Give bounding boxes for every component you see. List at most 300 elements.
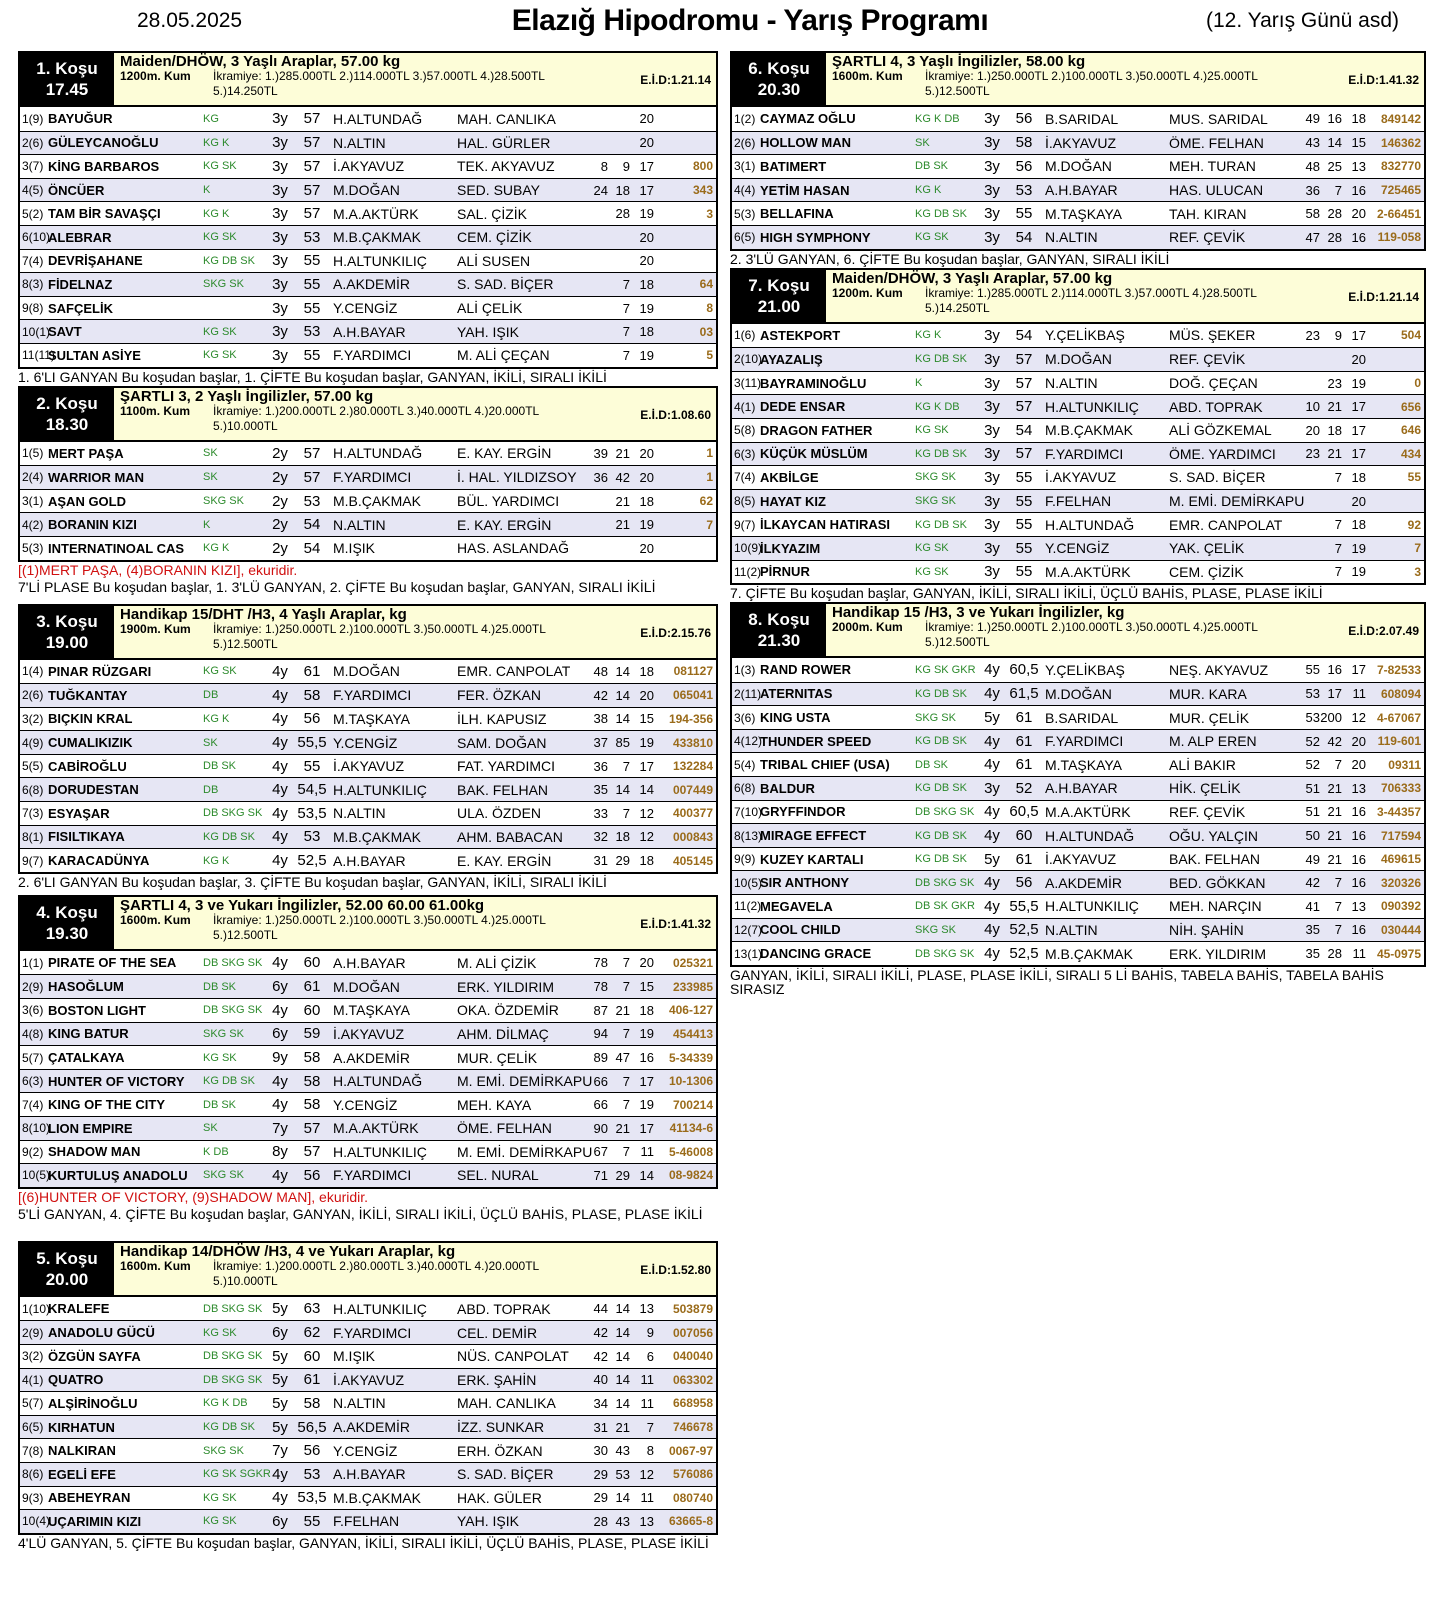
- horse-row[interactable]: [20, 1320, 716, 1344]
- horse-row[interactable]: [732, 870, 1424, 894]
- horse-row[interactable]: [732, 752, 1424, 776]
- race-number-box: [732, 604, 826, 656]
- trainer: ULA. ÖZDEN: [457, 805, 542, 822]
- start-number: 8(10): [22, 1121, 51, 1136]
- race-block-5: [18, 1241, 718, 1552]
- start-number: 8(3): [22, 277, 44, 292]
- horse-row[interactable]: [732, 918, 1424, 942]
- trainer: TEK. AKYAVUZ: [457, 158, 555, 175]
- age: 5y: [272, 1347, 288, 1365]
- form-3: 17: [639, 1073, 654, 1089]
- horse-row[interactable]: [20, 1116, 716, 1140]
- horse-row[interactable]: [20, 343, 716, 367]
- age: 5y: [272, 1394, 288, 1412]
- weight: 56,5: [297, 1418, 327, 1436]
- jockey: M.A.AKTÜRK: [1045, 803, 1131, 820]
- form-3: 18: [639, 276, 654, 292]
- jockey: Y.CENGİZ: [333, 734, 398, 751]
- horse-row[interactable]: [732, 225, 1424, 249]
- form-1: 52: [1305, 757, 1320, 773]
- jockey: M.TAŞKAYA: [1045, 205, 1123, 222]
- handicap-points: 090392: [1380, 899, 1421, 914]
- form-2: 7: [1334, 469, 1342, 485]
- handicap-points: 63665-8: [668, 1514, 713, 1529]
- handicap-points: 646: [1400, 423, 1421, 438]
- horse-row[interactable]: [20, 201, 716, 225]
- race-prize: [213, 622, 643, 652]
- start-number: 6(3): [22, 1074, 44, 1089]
- origin: KG SK: [203, 1051, 237, 1064]
- handicap-points: 55: [1407, 470, 1421, 485]
- horse-name: BIÇKIN KRAL: [48, 711, 133, 727]
- handicap-points: 119-601: [1377, 734, 1421, 749]
- jockey: İ.AKYAVUZ: [333, 758, 405, 775]
- origin: KG K DB: [203, 1397, 248, 1410]
- form-1: 33: [593, 805, 608, 821]
- origin: DB SK: [203, 1098, 237, 1111]
- jockey: H.ALTUNDAĞ: [1045, 827, 1135, 844]
- weight: 57: [1015, 374, 1033, 392]
- form-2: 14: [615, 1348, 630, 1364]
- form-2: 14: [615, 1395, 630, 1411]
- form-1: 38: [593, 711, 608, 727]
- race-number-box: [20, 897, 114, 949]
- horse-row[interactable]: [20, 801, 716, 825]
- race-info: [114, 1243, 716, 1295]
- horse-name: UÇARIMIN KIZI: [48, 1513, 142, 1529]
- age: 3y: [272, 299, 288, 317]
- horse-name: DEVRİŞAHANE: [48, 253, 143, 269]
- horse-name: BORANIN KIZI: [48, 517, 137, 533]
- horse-row[interactable]: [20, 442, 716, 466]
- horse-name: DRAGON FATHER: [760, 422, 873, 438]
- weight: 57: [303, 157, 321, 175]
- form-1: 36: [1305, 182, 1320, 198]
- horse-row[interactable]: [20, 1045, 716, 1069]
- trainer: MUR. ÇELİK: [1169, 709, 1250, 726]
- jockey: M.A.AKTÜRK: [333, 1120, 419, 1137]
- form-3: 19: [639, 735, 654, 751]
- weight: 61: [303, 978, 321, 996]
- race-block-1: [18, 51, 718, 386]
- horse-row[interactable]: [732, 442, 1424, 466]
- horse-row[interactable]: [20, 998, 716, 1022]
- form-2: 21: [1327, 804, 1342, 820]
- weight: 53,5: [297, 1489, 327, 1507]
- age: 2y: [272, 444, 288, 462]
- horse-row[interactable]: [20, 825, 716, 849]
- weight: 54: [303, 539, 321, 557]
- origin: DB SK GKR: [915, 900, 975, 913]
- horse-list: [732, 324, 1424, 584]
- form-2: 43: [615, 1513, 630, 1529]
- form-3: 19: [1351, 564, 1366, 580]
- form-3: 16: [1351, 922, 1366, 938]
- form-1: 36: [593, 758, 608, 774]
- horse-row[interactable]: [732, 465, 1424, 489]
- horse-row[interactable]: [20, 1140, 716, 1164]
- horse-row[interactable]: [732, 536, 1424, 560]
- horse-row[interactable]: [20, 1069, 716, 1093]
- horse-name: INTERNATINOAL CAS: [48, 540, 185, 556]
- trainer: SAL. ÇİZİK: [457, 205, 528, 222]
- handicap-points: 081127: [673, 664, 713, 679]
- age: 4y: [272, 1072, 288, 1090]
- start-number: 7(4): [734, 470, 756, 485]
- race-distance: 1600m. Kum: [120, 1258, 191, 1273]
- origin: KG DB SK: [915, 207, 967, 220]
- race-block-7: [730, 268, 1426, 603]
- horse-name: QUATRO: [48, 1372, 104, 1388]
- start-number: 2(4): [22, 470, 44, 485]
- weight: 60,5: [1009, 661, 1039, 679]
- horse-row[interactable]: [732, 658, 1424, 682]
- horse-row[interactable]: [20, 131, 716, 155]
- jockey: A.H.BAYAR: [1045, 182, 1118, 199]
- form-1: 43: [1305, 135, 1320, 151]
- trainer: HİK. ÇELİK: [1169, 780, 1241, 797]
- origin: KG SK GKR: [915, 663, 976, 676]
- weight: 56: [303, 1166, 321, 1184]
- start-number: 9(7): [734, 517, 756, 532]
- form-1: 42: [1305, 875, 1320, 891]
- trainer: HAK. GÜLER: [457, 1489, 542, 1506]
- horse-row[interactable]: [732, 847, 1424, 871]
- horse-row[interactable]: [20, 777, 716, 801]
- form-3: 17: [639, 758, 654, 774]
- horse-row[interactable]: [732, 418, 1424, 442]
- horse-row[interactable]: [20, 1092, 716, 1116]
- start-number: 4(5): [22, 183, 44, 198]
- weight: 53: [303, 1465, 321, 1483]
- horse-name: AŞAN GOLD: [48, 493, 126, 509]
- horse-name: İLKAYCAN HATIRASI: [760, 517, 891, 533]
- horse-row[interactable]: [20, 178, 716, 202]
- horse-name: ASTEKPORT: [760, 327, 841, 343]
- horse-row[interactable]: [20, 754, 716, 778]
- handicap-points: 030444: [1380, 922, 1421, 937]
- start-number: 9(8): [22, 301, 44, 316]
- jockey: M.TAŞKAYA: [333, 1002, 411, 1019]
- race-time: 18.30: [45, 414, 89, 434]
- horse-row[interactable]: [732, 394, 1424, 418]
- trainer: BÜL. YARDIMCI: [457, 493, 560, 510]
- horse-row[interactable]: [20, 465, 716, 489]
- age: 9y: [272, 1049, 288, 1067]
- race-day-label: (12. Yarış Günü asd): [1206, 9, 1399, 32]
- trainer: ERH. ÖZKAN: [457, 1442, 543, 1459]
- form-1: 24: [593, 182, 608, 198]
- horse-row[interactable]: [20, 951, 716, 975]
- horse-list: [732, 107, 1424, 249]
- prize-line-1: İkramiye: 1.)250.000TL 2.)100.000TL 3.)50.000TL 4.)25.000TL: [213, 912, 546, 927]
- jockey: F.YARDIMCI: [333, 347, 412, 364]
- trainer: CEL. DEMİR: [457, 1324, 538, 1341]
- weight: 61,5: [1009, 685, 1039, 703]
- form-3: 16: [639, 1050, 654, 1066]
- weight: 56: [303, 710, 321, 728]
- horse-row[interactable]: [20, 730, 716, 754]
- start-number: 9(3): [22, 1490, 44, 1505]
- handicap-points: 3: [706, 206, 713, 221]
- race-table: [730, 602, 1426, 967]
- horse-name: KÜÇÜK MÜSLÜM: [760, 446, 868, 462]
- ekuri-note: [(1)MERT PAŞA, (4)BORANIN KIZI], ekuridir.: [18, 561, 298, 578]
- form-2: 14: [615, 1325, 630, 1341]
- form-2: 28: [1327, 206, 1342, 222]
- start-number: 6(8): [22, 782, 44, 797]
- age: 3y: [984, 563, 1000, 581]
- horse-row[interactable]: [20, 1022, 716, 1046]
- horse-row[interactable]: [20, 1415, 716, 1439]
- form-2: 7: [622, 955, 630, 971]
- form-3: 20: [639, 445, 654, 461]
- race-distance: 1600m. Kum: [120, 912, 191, 927]
- prize-line-2: 5.)12.500TL: [925, 84, 990, 98]
- race-info: [826, 270, 1424, 322]
- weight: 60: [303, 1347, 321, 1365]
- horse-row[interactable]: [20, 536, 716, 560]
- trainer: MEH. NARÇIN: [1169, 898, 1262, 915]
- start-number: 3(2): [22, 1349, 44, 1364]
- form-1: 28: [593, 1513, 608, 1529]
- start-number: 1(4): [22, 664, 44, 679]
- weight: 53: [303, 492, 321, 510]
- start-number: 4(2): [22, 517, 44, 532]
- horse-name: HASOĞLUM: [48, 979, 124, 995]
- form-3: 12: [639, 805, 654, 821]
- race-number-box: [20, 606, 114, 658]
- horse-row[interactable]: [20, 1368, 716, 1392]
- form-3: 11: [640, 1490, 654, 1506]
- jockey: M.DOĞAN: [333, 663, 400, 680]
- horse-name: ABEHEYRAN: [48, 1490, 131, 1506]
- horse-name: KURTULUŞ ANADOLU: [48, 1167, 188, 1183]
- horse-row[interactable]: [20, 319, 716, 343]
- horse-row[interactable]: [20, 1462, 716, 1486]
- form-1: 36: [593, 469, 608, 485]
- start-number: 1(1): [22, 955, 44, 970]
- form-1: 30: [593, 1443, 608, 1459]
- jockey: M.A.AKTÜRK: [1045, 563, 1131, 580]
- weight: 61: [1015, 756, 1033, 774]
- age: 6y: [272, 1025, 288, 1043]
- race-time: 21.00: [757, 296, 801, 316]
- horse-row[interactable]: [732, 154, 1424, 178]
- age: 4y: [272, 1465, 288, 1483]
- handicap-points: 063302: [672, 1372, 713, 1387]
- form-3: 17: [1351, 662, 1366, 678]
- horse-row[interactable]: [732, 894, 1424, 918]
- form-3: 18: [639, 853, 654, 869]
- horse-row[interactable]: [732, 729, 1424, 753]
- horse-row[interactable]: [20, 1438, 716, 1462]
- form-1: 87: [593, 1002, 608, 1018]
- form-2: 17: [1327, 686, 1342, 702]
- horse-row[interactable]: [20, 1486, 716, 1510]
- trainer: REF. ÇEVİK: [1169, 351, 1246, 368]
- weight: 52,5: [1009, 921, 1039, 939]
- horse-list: [20, 951, 716, 1187]
- horse-row[interactable]: [20, 1509, 716, 1533]
- weight: 57: [303, 110, 321, 128]
- jockey: N.ALTIN: [1045, 375, 1098, 392]
- form-3: 13: [1351, 158, 1366, 174]
- form-3: 20: [639, 253, 654, 269]
- horse-row[interactable]: [732, 705, 1424, 729]
- horse-row[interactable]: [20, 1297, 716, 1321]
- weight: 61: [1015, 709, 1033, 727]
- race-number-box: [732, 53, 826, 105]
- horse-row[interactable]: [732, 941, 1424, 965]
- origin: DB SKG SK: [203, 1373, 263, 1386]
- start-number: 13(1): [734, 946, 763, 961]
- horse-row[interactable]: [732, 489, 1424, 513]
- race-distance: 1100m. Kum: [120, 403, 191, 418]
- start-number: 3(6): [734, 710, 756, 725]
- weight: 55: [1015, 516, 1033, 534]
- trainer: AHM. DİLMAÇ: [457, 1025, 549, 1042]
- horse-row[interactable]: [20, 848, 716, 872]
- horse-name: İLKYAZIM: [760, 540, 821, 556]
- horse-name: BAYRAMINOĞLU: [760, 375, 867, 391]
- horse-row[interactable]: [732, 560, 1424, 584]
- horse-name: DEDE ENSAR: [760, 399, 846, 415]
- start-number: 4(12): [734, 734, 763, 749]
- horse-name: GRYFFINDOR: [760, 804, 846, 820]
- horse-row[interactable]: [20, 974, 716, 998]
- prize-line-1: İkramiye: 1.)285.000TL 2.)114.000TL 3.)57.000TL 4.)28.500TL: [925, 285, 1257, 300]
- horse-row[interactable]: [732, 371, 1424, 395]
- horse-name: HIGH SYMPHONY: [760, 229, 871, 245]
- weight: 55: [303, 757, 321, 775]
- horse-row[interactable]: [20, 1344, 716, 1368]
- horse-row[interactable]: [732, 512, 1424, 536]
- horse-name: HOLLOW MAN: [760, 135, 851, 151]
- horse-name: AKBİLGE: [760, 469, 819, 485]
- jockey: A.H.BAYAR: [1045, 780, 1118, 797]
- age: 5y: [984, 709, 1000, 727]
- jockey: F.FELHAN: [1045, 493, 1112, 510]
- origin: SK: [203, 447, 218, 460]
- horse-row[interactable]: [20, 1391, 716, 1415]
- horse-row[interactable]: [20, 272, 716, 296]
- trainer: SED. SUBAY: [457, 182, 540, 199]
- form-3: 20: [639, 229, 654, 245]
- form-3: 16: [1351, 804, 1366, 820]
- race-time: 20.00: [45, 1269, 89, 1289]
- horse-name: SULTAN ASİYE: [48, 347, 141, 363]
- trainer: DOĞ. ÇEÇAN: [1169, 375, 1258, 392]
- origin: KG K: [203, 136, 230, 149]
- horse-row[interactable]: [20, 683, 716, 707]
- race-info: [114, 606, 716, 658]
- jockey: Y.CENGİZ: [333, 1096, 398, 1113]
- origin: SKG SK: [915, 923, 956, 936]
- horse-row[interactable]: [732, 324, 1424, 348]
- form-3: 20: [1351, 351, 1366, 367]
- jockey: N.ALTIN: [1045, 229, 1098, 246]
- start-number: 11(2): [734, 899, 762, 914]
- weight: 55: [1015, 563, 1033, 581]
- form-3: 14: [639, 1167, 654, 1183]
- horse-name: KING OF THE CITY: [48, 1097, 165, 1113]
- horse-row[interactable]: [20, 707, 716, 731]
- horse-row[interactable]: [732, 682, 1424, 706]
- trainer: M. EMİ. DEMİRKAPU: [457, 1073, 593, 1090]
- form-2: 16: [1327, 662, 1342, 678]
- horse-row[interactable]: [20, 249, 716, 273]
- form-3: 11: [1352, 946, 1366, 962]
- horse-row[interactable]: [20, 154, 716, 178]
- origin: KG SK: [203, 349, 237, 362]
- form-2: 85: [615, 735, 630, 751]
- form-1: 23: [1305, 446, 1320, 462]
- horse-row[interactable]: [20, 512, 716, 536]
- horse-row[interactable]: [732, 347, 1424, 371]
- trainer: YAH. IŞIK: [457, 323, 519, 340]
- trainer: MUR. KARA: [1169, 685, 1247, 702]
- form-2: 7: [1334, 517, 1342, 533]
- form-1: 42: [593, 1325, 608, 1341]
- age: 4y: [984, 827, 1000, 845]
- form-1: 49: [1305, 851, 1320, 867]
- horse-name: AYAZALIŞ: [760, 351, 823, 367]
- form-2: 9: [622, 158, 630, 174]
- horse-row[interactable]: [732, 131, 1424, 155]
- weight: 55: [303, 299, 321, 317]
- horse-row[interactable]: [732, 776, 1424, 800]
- age: 3y: [984, 779, 1000, 797]
- race-title: ŞARTLI 3, 2 Yaşlı İngilizler, 57.00 kg: [120, 387, 374, 405]
- weight: 61: [303, 1371, 321, 1389]
- horse-name: CUMALIKIZIK: [48, 735, 133, 751]
- horse-row[interactable]: [732, 201, 1424, 225]
- horse-row[interactable]: [732, 107, 1424, 131]
- jockey: F.YARDIMCI: [333, 1324, 412, 1341]
- weight: 52,5: [1009, 945, 1039, 963]
- race-title: Maiden/DHÖW, 3 Yaşlı Araplar, 57.00 kg: [120, 53, 401, 70]
- horse-row[interactable]: [20, 489, 716, 513]
- horse-row[interactable]: [20, 225, 716, 249]
- form-1: 44: [593, 1301, 608, 1317]
- start-number: 2(9): [22, 979, 44, 994]
- horse-row[interactable]: [20, 296, 716, 320]
- form-3: 20: [639, 111, 654, 127]
- horse-row[interactable]: [20, 660, 716, 684]
- jockey: N.ALTIN: [333, 516, 386, 533]
- age: 3y: [272, 275, 288, 293]
- horse-row[interactable]: [732, 823, 1424, 847]
- jockey: B.SARIDAL: [1045, 709, 1119, 726]
- form-2: 7: [1334, 564, 1342, 580]
- trainer: MAH. CANLIKA: [457, 1395, 556, 1412]
- horse-row[interactable]: [732, 178, 1424, 202]
- horse-row[interactable]: [20, 1163, 716, 1187]
- trainer: M. ALP EREN: [1169, 733, 1257, 750]
- horse-row[interactable]: [20, 107, 716, 131]
- race-distance: 2000m. Kum: [832, 620, 903, 635]
- trainer: NEŞ. AKYAVUZ: [1169, 661, 1269, 678]
- origin: KG K: [203, 712, 230, 725]
- horse-list: [20, 107, 716, 367]
- handicap-points: 065041: [672, 688, 713, 703]
- horse-name: EGELİ EFE: [48, 1466, 116, 1482]
- weight: 53: [303, 828, 321, 846]
- start-number: 5(5): [22, 759, 44, 774]
- handicap-points: 343: [692, 183, 713, 198]
- horse-row[interactable]: [732, 800, 1424, 824]
